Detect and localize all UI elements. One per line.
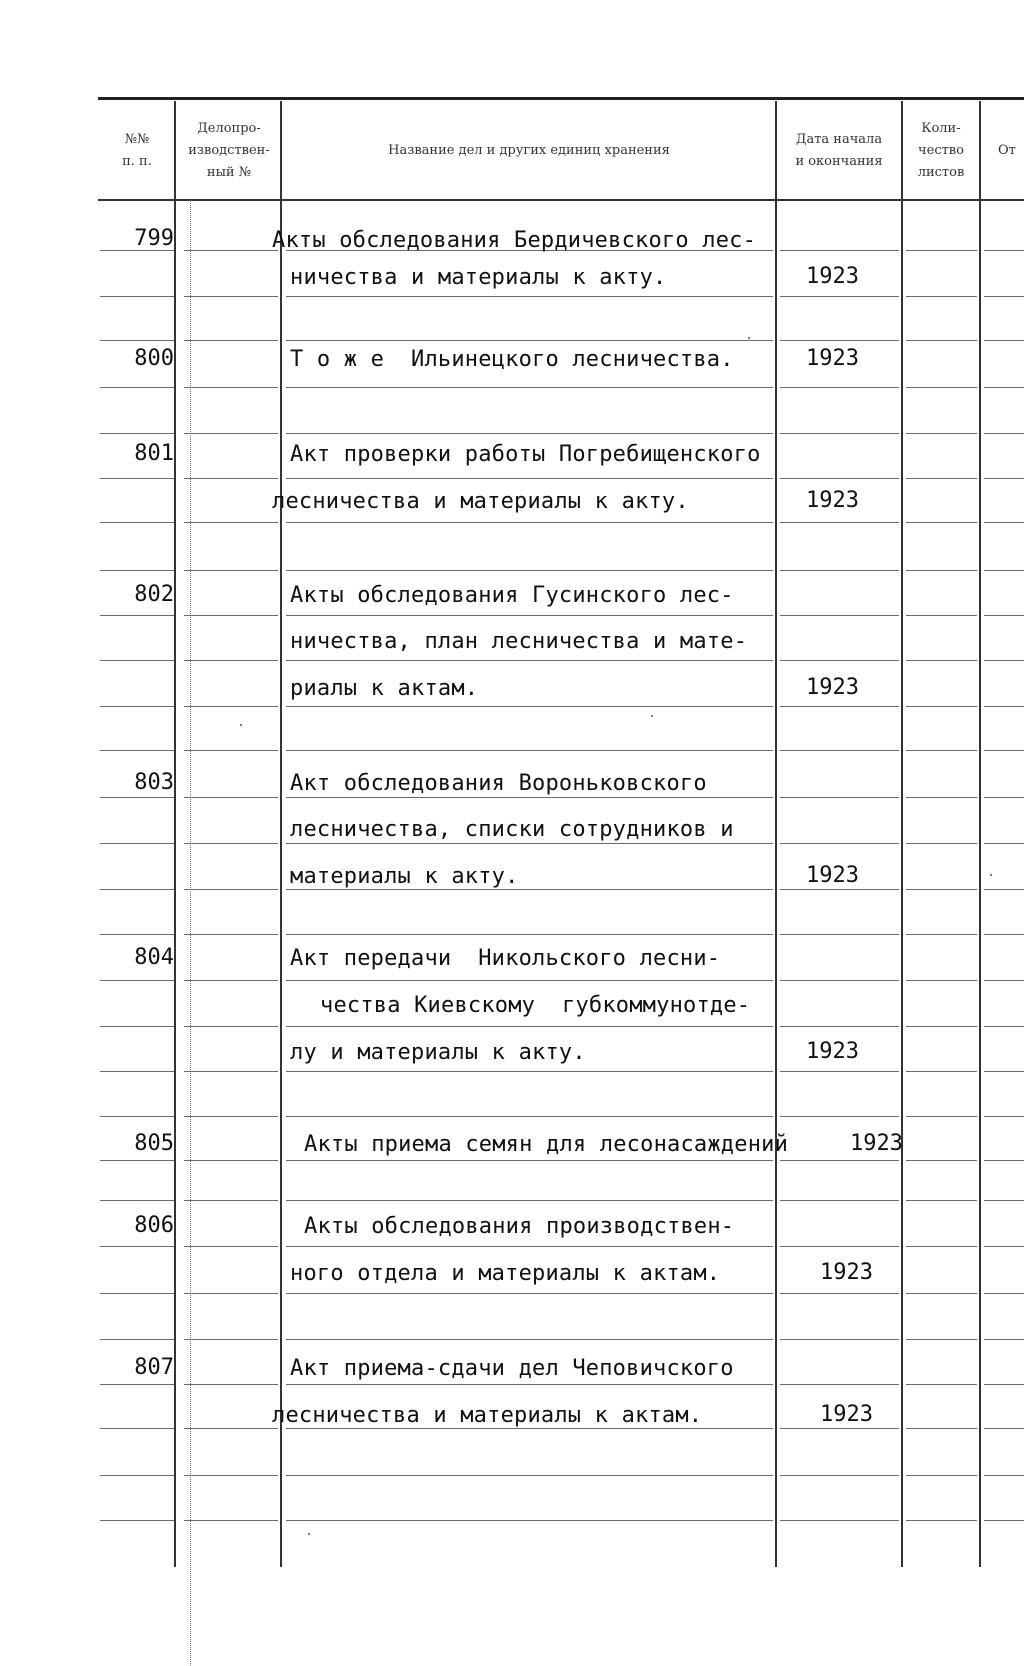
ruled-line: [286, 1475, 773, 1476]
ruled-line: [780, 889, 899, 890]
ruled-line: [184, 660, 278, 661]
ruled-line: [286, 843, 773, 844]
header-office-number-label: Делопро- изводствен- ный №: [188, 121, 270, 180]
ruled-line: [780, 615, 899, 616]
header-dates-column: [778, 108, 900, 194]
ruled-line: [780, 706, 899, 707]
ruled-line: [100, 340, 174, 341]
ruled-line: [780, 1475, 899, 1476]
ruled-line: [906, 340, 977, 341]
record-title-line: Акт обследования Вороньковского: [290, 771, 707, 796]
ruled-line: [984, 522, 1024, 523]
ruled-line: [184, 522, 278, 523]
header-notes-column: [984, 108, 1024, 194]
ruled-line: [184, 1520, 278, 1521]
ruled-line: [906, 250, 977, 251]
column-rule: [901, 101, 903, 1567]
ruled-line: [100, 934, 174, 935]
header-dates-label: Дата начала и окончания: [795, 132, 883, 169]
ruled-line: [780, 797, 899, 798]
record-title-line: Акты обследования Бердичевского лес-: [272, 228, 757, 253]
ruled-line: [906, 1293, 977, 1294]
column-rule: [280, 101, 282, 1567]
ruled-line: [984, 706, 1024, 707]
ruled-line: [984, 615, 1024, 616]
record-year: 1923: [806, 488, 859, 513]
ruled-line: [184, 1428, 278, 1429]
ruled-line: [984, 980, 1024, 981]
ruled-line: [984, 1293, 1024, 1294]
ruled-line: [780, 843, 899, 844]
record-year: 1923: [806, 863, 859, 888]
ruled-line: [100, 1384, 174, 1385]
record-title-line: Акт проверки работы Погребищенского: [290, 442, 761, 467]
record-number: 802: [134, 582, 174, 607]
ruled-line: [906, 1246, 977, 1247]
ruled-line: [286, 615, 773, 616]
record-title-line: Акты приема семян для лесонасаждений: [304, 1132, 789, 1157]
ruled-line: [906, 433, 977, 434]
ruled-line: [286, 433, 773, 434]
ruled-line: [286, 478, 773, 479]
ruled-line: [100, 1428, 174, 1429]
ruled-line: [100, 1160, 174, 1161]
ruled-line: [100, 1339, 174, 1340]
record-title-line: ного отдела и материалы к актам.: [290, 1261, 721, 1286]
ruled-line: [286, 750, 773, 751]
ruled-line: [184, 340, 278, 341]
ruled-line: [906, 980, 977, 981]
record-number: 805: [134, 1131, 174, 1156]
ruled-line: [184, 1200, 278, 1201]
ruled-line: [984, 1200, 1024, 1201]
ruled-line: [906, 296, 977, 297]
ruled-line: [184, 706, 278, 707]
record-title-line: ничества и материалы к акту.: [290, 265, 667, 290]
ruled-line: [780, 250, 899, 251]
record-year: 1923: [820, 1260, 873, 1285]
ruled-line: [100, 570, 174, 571]
ruled-line: [184, 1026, 278, 1027]
record-year: 1923: [806, 264, 859, 289]
ruled-line: [286, 1339, 773, 1340]
ruled-line: [100, 1293, 174, 1294]
record-title-line: Акты обследования Гусинского лес-: [290, 583, 734, 608]
record-year: 1923: [850, 1131, 903, 1156]
ruled-line: [184, 1384, 278, 1385]
ruled-line: [780, 1116, 899, 1117]
column-rule: [174, 101, 176, 1567]
header-notes-label: От: [998, 143, 1016, 158]
record-number: 803: [134, 770, 174, 795]
ruled-line: [906, 615, 977, 616]
record-number: 799: [134, 226, 174, 251]
record-title-line: чества Киевскому губкоммунотде-: [320, 993, 751, 1018]
ruled-line: [286, 706, 773, 707]
ruled-line: [100, 797, 174, 798]
scan-speck: [240, 724, 242, 726]
header-number-label: №№ п. п.: [122, 132, 152, 169]
ruled-line: [100, 843, 174, 844]
record-title-line: лесничества и материалы к акту.: [272, 489, 689, 514]
ruled-line: [780, 570, 899, 571]
ruled-line: [780, 1160, 899, 1161]
column-guide-rule: [190, 200, 191, 1666]
ruled-line: [184, 478, 278, 479]
ruled-line: [780, 340, 899, 341]
ruled-line: [286, 1428, 773, 1429]
header-sheets-label: Коли- чество листов: [917, 121, 965, 180]
ruled-line: [780, 522, 899, 523]
ruled-line: [780, 1200, 899, 1201]
ruled-line: [286, 340, 773, 341]
ruled-line: [984, 660, 1024, 661]
record-title-line: лу и материалы к акту.: [290, 1040, 586, 1065]
ruled-line: [984, 934, 1024, 935]
ruled-line: [906, 889, 977, 890]
ruled-line: [780, 980, 899, 981]
ruled-line: [906, 1026, 977, 1027]
ruled-line: [100, 1116, 174, 1117]
ruled-line: [184, 250, 278, 251]
ruled-line: [184, 296, 278, 297]
ruled-line: [984, 1428, 1024, 1429]
ruled-line: [984, 433, 1024, 434]
ruled-line: [286, 660, 773, 661]
ruled-line: [984, 843, 1024, 844]
ruled-line: [100, 433, 174, 434]
record-year: 1923: [806, 675, 859, 700]
ruled-line: [100, 387, 174, 388]
ruled-line: [906, 1384, 977, 1385]
scan-speck: [990, 874, 992, 876]
ruled-line: [100, 980, 174, 981]
ruled-line: [984, 750, 1024, 751]
ruled-line: [780, 1384, 899, 1385]
ruled-line: [984, 296, 1024, 297]
ruled-line: [286, 1116, 773, 1117]
ruled-line: [100, 706, 174, 707]
ruled-line: [184, 615, 278, 616]
ruled-line: [100, 1475, 174, 1476]
ruled-line: [984, 1026, 1024, 1027]
ruled-line: [184, 387, 278, 388]
record-title-line: Акт приема-сдачи дел Чеповичского: [290, 1356, 734, 1381]
ruled-line: [286, 296, 773, 297]
ruled-line: [286, 1293, 773, 1294]
ruled-line: [184, 433, 278, 434]
ruled-line: [184, 1116, 278, 1117]
ruled-line: [780, 433, 899, 434]
header-title-label: Название дел и других единиц хранения: [388, 143, 670, 158]
ruled-line: [780, 934, 899, 935]
record-title-line: материалы к акту.: [290, 864, 519, 889]
record-number: 801: [134, 441, 174, 466]
ruled-line: [984, 1160, 1024, 1161]
ruled-line: [984, 570, 1024, 571]
record-title-line: Акт передачи Никольского лесни-: [290, 946, 721, 971]
ruled-line: [286, 934, 773, 935]
ruled-line: [906, 843, 977, 844]
ruled-line: [780, 478, 899, 479]
ruled-line: [184, 843, 278, 844]
header-title-column: [284, 108, 774, 194]
ruled-line: [984, 797, 1024, 798]
record-year: 1923: [806, 1039, 859, 1064]
ruled-line: [184, 1339, 278, 1340]
ruled-line: [780, 296, 899, 297]
ruled-line: [906, 934, 977, 935]
column-rule: [775, 101, 777, 1567]
record-number: 806: [134, 1213, 174, 1238]
ruled-line: [780, 1293, 899, 1294]
record-number: 800: [134, 346, 174, 371]
ruled-line: [100, 478, 174, 479]
ruled-line: [184, 1246, 278, 1247]
ruled-line: [100, 1071, 174, 1072]
record-title-line: ничества, план лесничества и мате-: [290, 629, 748, 654]
ruled-line: [286, 522, 773, 523]
ruled-line: [286, 1520, 773, 1521]
record-year: 1923: [820, 1402, 873, 1427]
ruled-line: [100, 1026, 174, 1027]
ruled-line: [780, 660, 899, 661]
ruled-line: [984, 1116, 1024, 1117]
ruled-line: [906, 522, 977, 523]
ruled-line: [184, 797, 278, 798]
ruled-line: [906, 1116, 977, 1117]
header-number-column: [100, 108, 174, 194]
ruled-line: [184, 889, 278, 890]
ruled-line: [906, 797, 977, 798]
ruled-line: [100, 1246, 174, 1247]
ruled-line: [984, 1339, 1024, 1340]
record-title-line: лесничества, списки сотрудников и: [290, 817, 734, 842]
ruled-line: [286, 980, 773, 981]
ruled-line: [184, 570, 278, 571]
header-office-number-column: [178, 108, 280, 194]
record-number: 807: [134, 1355, 174, 1380]
ruled-line: [906, 1475, 977, 1476]
ruled-line: [984, 1384, 1024, 1385]
ruled-line: [780, 1246, 899, 1247]
ruled-line: [984, 340, 1024, 341]
ruled-line: [184, 980, 278, 981]
record-title-line: риалы к актам.: [290, 676, 479, 701]
ruled-line: [780, 1428, 899, 1429]
ruled-line: [100, 615, 174, 616]
ruled-line: [906, 1339, 977, 1340]
ruled-line: [184, 1071, 278, 1072]
record-title-line: лесничества и материалы к актам.: [272, 1403, 703, 1428]
ruled-line: [184, 1475, 278, 1476]
ruled-line: [286, 1384, 773, 1385]
scan-speck: [651, 715, 653, 717]
ruled-line: [984, 387, 1024, 388]
record-title-line: Т о ж е Ильинецкого лесничества.: [290, 347, 734, 372]
header-top-rule: [98, 97, 1024, 100]
ruled-line: [780, 1071, 899, 1072]
scan-speck: [308, 1533, 310, 1535]
ruled-line: [100, 522, 174, 523]
ruled-line: [100, 1200, 174, 1201]
ruled-line: [984, 250, 1024, 251]
ruled-line: [184, 934, 278, 935]
scan-speck: [748, 337, 750, 339]
ruled-line: [100, 660, 174, 661]
ruled-line: [286, 1071, 773, 1072]
ruled-line: [286, 889, 773, 890]
ruled-line: [184, 1293, 278, 1294]
ruled-line: [780, 1520, 899, 1521]
ruled-line: [100, 750, 174, 751]
ruled-line: [286, 1160, 773, 1161]
ruled-line: [906, 1520, 977, 1521]
ruled-line: [906, 1160, 977, 1161]
ruled-line: [906, 478, 977, 479]
ruled-line: [984, 1246, 1024, 1247]
ruled-line: [906, 706, 977, 707]
record-title-line: Акты обследования производствен-: [304, 1214, 735, 1239]
ruled-line: [906, 570, 977, 571]
ruled-line: [906, 750, 977, 751]
header-sheets-column: [904, 108, 978, 194]
ruled-line: [906, 660, 977, 661]
ruled-line: [984, 1475, 1024, 1476]
ruled-line: [100, 1520, 174, 1521]
ruled-line: [984, 1071, 1024, 1072]
ruled-line: [780, 387, 899, 388]
ruled-line: [184, 750, 278, 751]
record-year: 1923: [806, 346, 859, 371]
ruled-line: [984, 478, 1024, 479]
ruled-line: [286, 1246, 773, 1247]
ruled-line: [780, 750, 899, 751]
ruled-line: [906, 387, 977, 388]
ruled-line: [906, 1071, 977, 1072]
record-number: 804: [134, 945, 174, 970]
ruled-line: [780, 1026, 899, 1027]
ruled-line: [286, 1200, 773, 1201]
ruled-line: [286, 797, 773, 798]
column-rule: [979, 101, 981, 1567]
ruled-line: [184, 1160, 278, 1161]
ruled-line: [780, 1339, 899, 1340]
ruled-line: [906, 1200, 977, 1201]
ruled-line: [286, 387, 773, 388]
ruled-line: [286, 1026, 773, 1027]
header-bottom-rule: [98, 199, 1024, 201]
ruled-line: [906, 1428, 977, 1429]
ruled-line: [100, 889, 174, 890]
ruled-line: [984, 889, 1024, 890]
ruled-line: [100, 296, 174, 297]
ruled-line: [286, 570, 773, 571]
ruled-line: [984, 1520, 1024, 1521]
